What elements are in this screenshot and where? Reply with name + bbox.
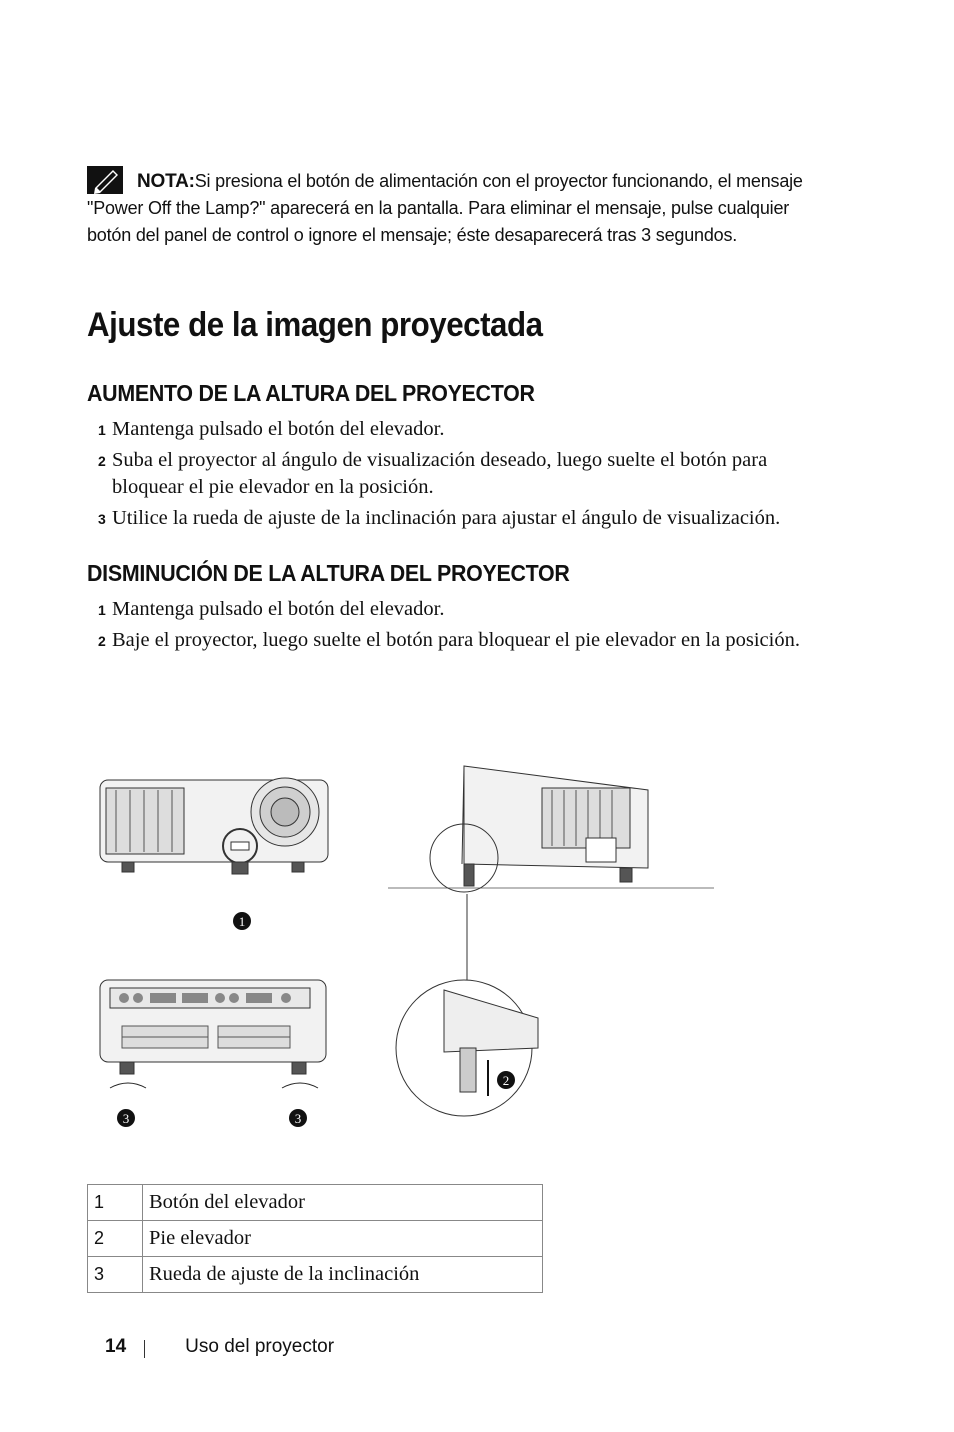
callout-3-right-label: 3 <box>294 1111 302 1126</box>
step-text: Mantenga pulsado el botón del elevador. <box>112 418 445 440</box>
legend-table <box>87 1184 543 1293</box>
step-number: 2 <box>98 633 106 649</box>
callout-3-left-label: 3 <box>122 1111 130 1126</box>
projector-front-view <box>100 778 328 874</box>
table-row <box>88 1185 543 1221</box>
list-item <box>87 505 827 532</box>
page-number: 14 <box>105 1336 127 1357</box>
note-text: Si presiona el botón de alimentación con el proyector funcionando, el mensaje "Power Off the Lamp?" aparecerá en la pantalla. Para eliminar el mensaje, pulse cualquier botón del panel de control o ignore el mensaje; éste desaparecerá tras 3 segundos. <box>87 171 803 245</box>
note-label: NOTA: <box>137 171 195 192</box>
callout-2-label: 2 <box>502 1073 510 1088</box>
legend-label: Rueda de ajuste de la inclinación <box>143 1257 543 1293</box>
legend-number: 1 <box>88 1185 143 1221</box>
page-footer <box>105 1336 334 1358</box>
steps-raise <box>87 416 827 536</box>
step-text: Utilice la rueda de ajuste de la inclinación para ajustar el ángulo de visualización. <box>112 507 781 529</box>
step-number: 2 <box>98 453 106 469</box>
step-number: 3 <box>98 511 106 527</box>
list-item <box>87 447 827 501</box>
footer-divider <box>144 1340 145 1358</box>
projector-rear-view <box>100 980 326 1088</box>
step-text: Mantenga pulsado el botón del elevador. <box>112 598 445 620</box>
projector-side-view <box>388 766 714 1116</box>
step-text: Baje el proyector, luego suelte el botón para bloquear el pie elevador en la posición. <box>112 629 800 651</box>
legend-number: 2 <box>88 1221 143 1257</box>
legend-label: Pie elevador <box>143 1221 543 1257</box>
list-item <box>87 416 827 443</box>
step-number: 1 <box>98 422 106 438</box>
chapter-name: Uso del proyector <box>185 1336 335 1357</box>
page-title: Ajuste de la imagen proyectada <box>87 306 543 344</box>
projector-illustration <box>92 718 722 1148</box>
legend-label: Botón del elevador <box>143 1185 543 1221</box>
steps-lower <box>87 596 827 658</box>
section-heading-lower: DISMINUCIÓN DE LA ALTURA DEL PROYECTOR <box>87 560 570 586</box>
table-row <box>88 1221 543 1257</box>
step-number: 1 <box>98 602 106 618</box>
list-item <box>87 627 827 654</box>
list-item <box>87 596 827 623</box>
section-heading-raise: AUMENTO DE LA ALTURA DEL PROYECTOR <box>87 380 535 406</box>
legend-number: 3 <box>88 1257 143 1293</box>
step-text: Suba el proyector al ángulo de visualización deseado, luego suelte el botón para bloquear el pie elevador en la posición. <box>112 449 768 498</box>
table-row <box>88 1257 543 1293</box>
callout-1-label: 1 <box>238 914 246 929</box>
note-block <box>87 166 817 249</box>
pencil-note-icon <box>87 166 123 194</box>
